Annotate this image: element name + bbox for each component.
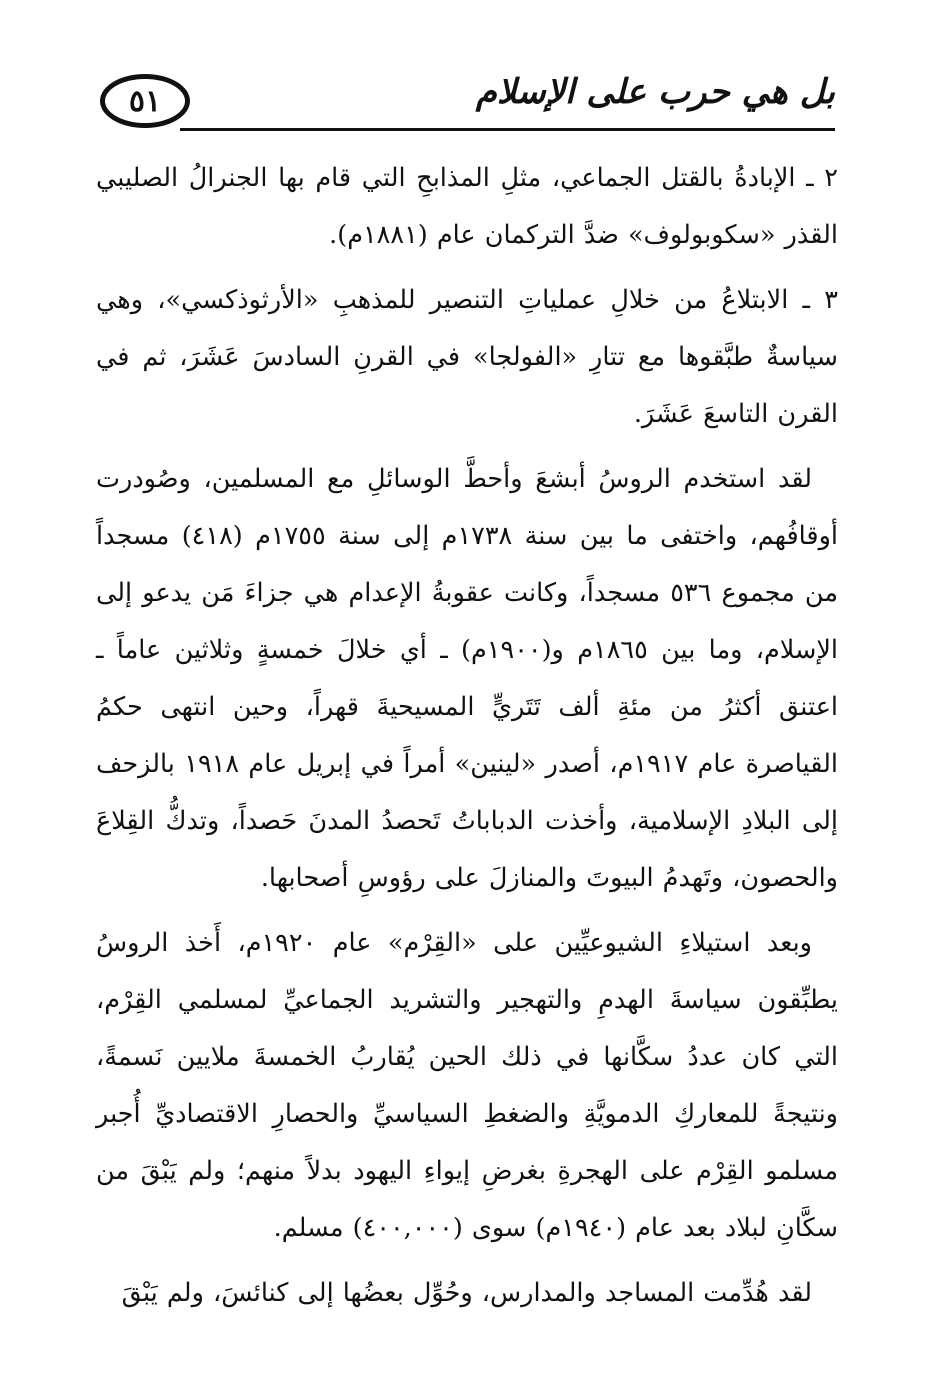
paragraph-item-2: ٢ ـ الإبادةُ بالقتل الجماعي، مثلِ المذابحِ التي قام بها الجنرالُ الصليبي القذر «سكوبولوف» ضدَّ التركمان عام (١٨٨١م). xyxy=(96,163,838,250)
body-text xyxy=(96,150,838,1330)
header-rule xyxy=(180,128,835,131)
paragraph-item-3: ٣ ـ الابتلاعُ من خلالِ عملياتِ التنصير للمذهبِ «الأرثوذكسي»، وهي سياسةٌ طبَّقوها مع تتارِ «الفولجا» في القرنِ السادسَ عَشَرَ، ثم في القرن التاسعَ عَشَرَ. xyxy=(96,285,838,429)
page-header xyxy=(100,62,835,140)
running-title: بل هي حرب على الإسلام xyxy=(475,72,835,112)
page-number: ٥١ xyxy=(100,74,190,128)
paragraph-crimea: وبعد استيلاءِ الشيوعيِّين على «القِرْم» عام ١٩٢٠م، أَخذ الروسُ يطبِّقون سياسةَ الهدمِ والتهجير والتشريد الجماعيِّ لمسلمي القِرْم، التي كان عددُ سكَّانها في ذلك الحين يُقاربُ الخمسةَ ملايين نَسمةً، ونتيجةً للمعاركِ الدمويَّةِ والضغطِ السياسيِّ والحصارِ الاقتصاديِّ أُجبر مسلمو القِرْم على الهجرةِ بغرضِ إيواءِ اليهود بدلاً منهم؛ ولم يَبْقَ من سكَّانِ لبلاد بعد عام (١٩٤٠م) سوى (٤٠٠,٠٠٠) مسلم. xyxy=(96,928,838,1243)
paragraph-russian-persecution: لقد استخدم الروسُ أبشعَ وأحطَّ الوسائلِ مع المسلمين، وصُودرت أوقافُهم، واختفى ما بين سنة ١٧٣٨م إلى سنة ١٧٥٥م (٤١٨) مسجداً من مجموع ٥٣٦ مسجداً، وكانت عقوبةُ الإعدام هي جزاءَ مَن يدعو إلى الإسلام، وما بين ١٨٦٥م و(١٩٠٠م) ـ أي خلالَ خمسةٍ وثلاثين عاماً ـ اعتنق أكثرُ من مئةِ ألف تَتَريٍّ المسيحيةَ قهراً، وحين انتهى حكمُ القياصرة عام ١٩١٧م، أصدر «لينين» أمراً في إبريل عام ١٩١٨ بالزحف إلى البلادِ الإسلامية، وأخذت الدباباتُ تَحصدُ المدنَ حَصداً، وتدكُّ القِلاعَ والحصون، وتَهدمُ البيوتَ والمنازلَ على رؤوسِ أصحابها. xyxy=(96,464,839,893)
paragraph-mosques: لقد هُدِّمت المساجد والمدارس، وحُوِّل بعضُها إلى كنائسَ، ولم يَبْقَ xyxy=(121,1278,812,1308)
